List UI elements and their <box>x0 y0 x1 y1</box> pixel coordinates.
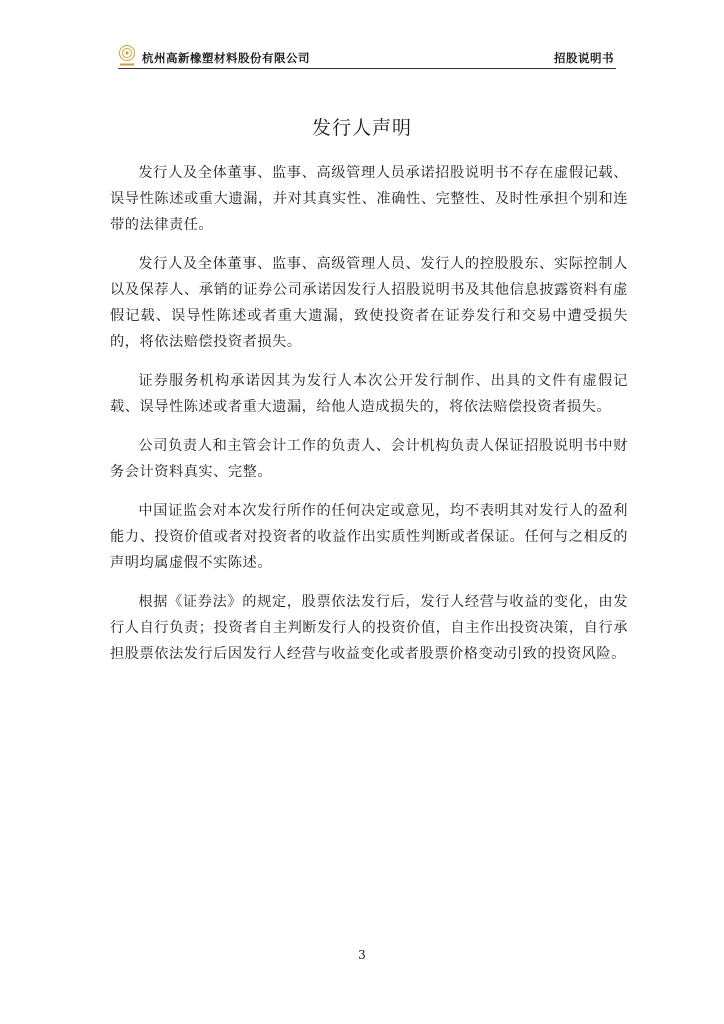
paragraph-1: 发行人及全体董事、监事、高级管理人员承诺招股说明书不存在虚假记载、误导性陈述或重大遗漏，并对其真实性、准确性、完整性、及时性承担个别和连带的法律责任。 <box>110 165 628 233</box>
page-title: 发行人声明 <box>311 117 412 139</box>
header-divider <box>118 68 616 69</box>
statement-body <box>110 160 628 680</box>
paragraph-6: 根据《证券法》的规定，股票依法发行后，发行人经营与收益的变化，由发行人自行负责；投资者自主判断发行人的投资价值，自主作出投资决策，自行承担股票依法发行后因发行人经营与收益变化或者股票价格变动引致的投资风险。 <box>110 594 628 662</box>
paragraph-2: 发行人及全体董事、监事、高级管理人员、发行人的控股股东、实际控制人以及保荐人、承销的证券公司承诺因发行人招股说明书及其他信息披露资料有虚假记载、误导性陈述或者重大遗漏，致使投资者在证券发行和交易中遭受损失的，将依法赔偿投资者损失。 <box>110 256 628 350</box>
page-header <box>118 44 616 70</box>
paragraph-3: 证券服务机构承诺因其为发行人本次公开发行制作、出具的文件有虚假记载、误导性陈述或者重大遗漏，给他人造成损失的，将依法赔偿投资者损失。 <box>110 373 628 415</box>
page-number: 3 <box>358 948 366 962</box>
paragraph-4: 公司负责人和主管会计工作的负责人、会计机构负责人保证招股说明书中财务会计资料真实、完整。 <box>110 438 628 480</box>
company-logo-icon <box>118 44 136 68</box>
paragraph-5: 中国证监会对本次发行所作的任何决定或意见，均不表明其对发行人的盈利能力、投资价值或者对投资者的收益作出实质性判断或者保证。任何与之相反的声明均属虚假不实陈述。 <box>110 503 628 571</box>
header-company-name: 杭州高新橡塑材料股份有限公司 <box>142 51 310 65</box>
header-document-name: 招股说明书 <box>554 51 614 65</box>
